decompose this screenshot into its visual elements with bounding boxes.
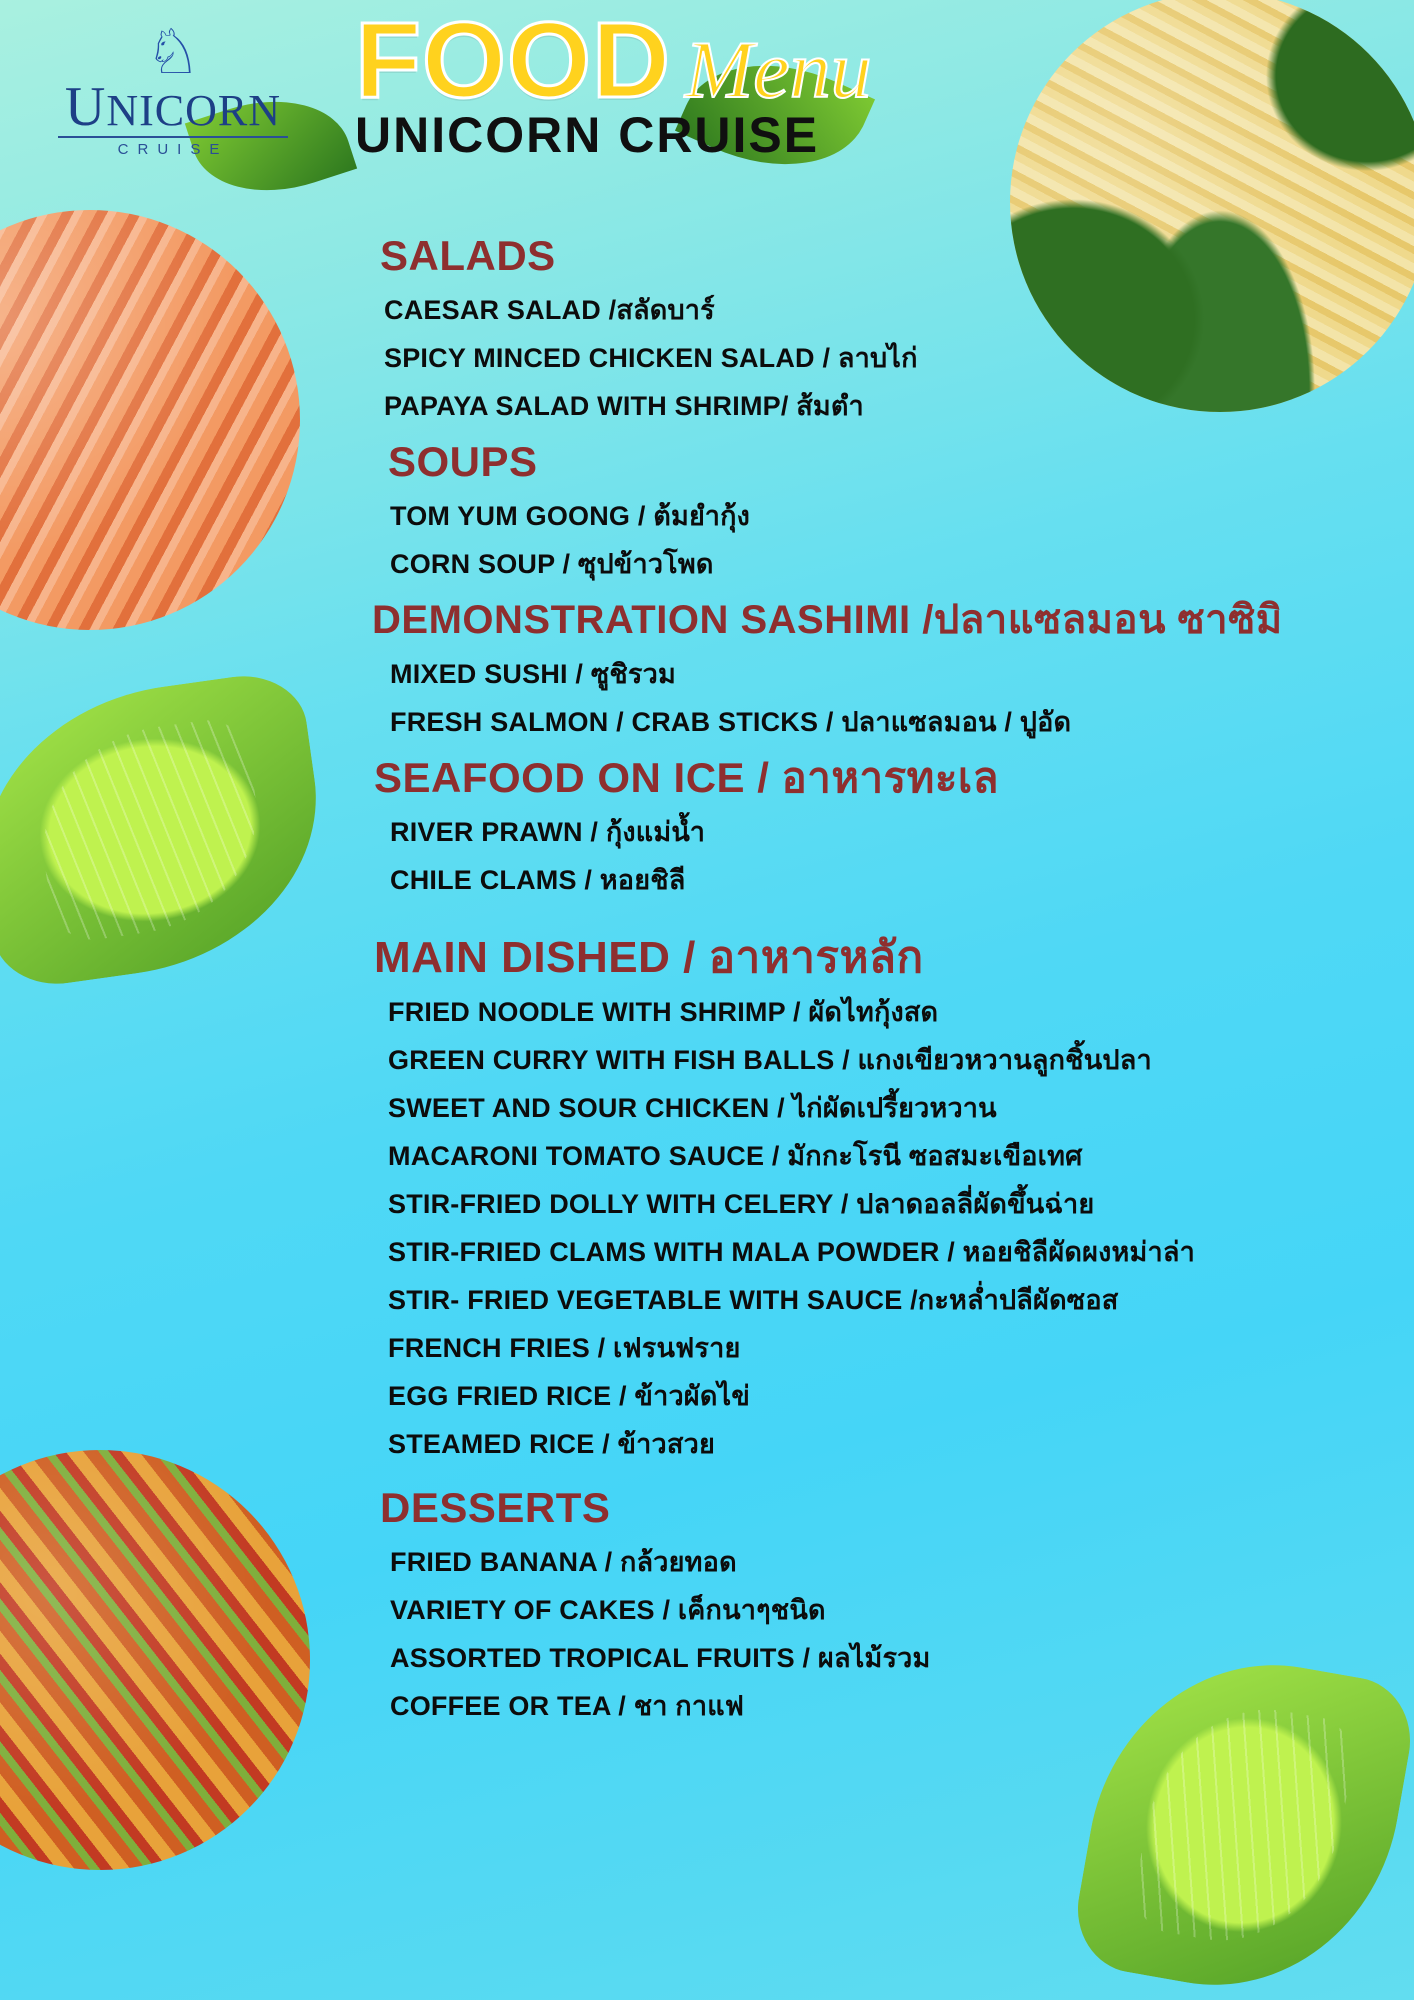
section-items <box>390 988 1400 1468</box>
menu-item: FRENCH FRIES / เฟรนฟราย <box>388 1333 741 1363</box>
section-items <box>390 650 1400 746</box>
menu-section-sashimi <box>372 592 1400 746</box>
title-menu: Menu <box>684 24 872 115</box>
section-title: DEMONSTRATION SASHIMI /ปลาแซลมอน ซาซิมิ <box>372 598 1283 642</box>
menu-item: CAESAR SALAD /สลัดบาร์ <box>384 295 715 325</box>
menu-item: STIR- FRIED VEGETABLE WITH SAUCE /กะหล่ำปลีผัดซอส <box>388 1285 1119 1315</box>
menu-item: ASSORTED TROPICAL FRUITS / ผลไม้รวม <box>390 1643 931 1673</box>
brand-logo <box>58 18 288 158</box>
menu-item: MACARONI TOMATO SAUCE / มักกะโรนี ซอสมะเขือเทศ <box>388 1141 1083 1171</box>
menu-item: STIR-FRIED CLAMS WITH MALA POWDER / หอยชิลีผัดผงหม่าล่า <box>388 1237 1195 1267</box>
unicorn-head-icon: ♘ <box>145 18 201 87</box>
section-items <box>390 808 1400 904</box>
menu-item: STIR-FRIED DOLLY WITH CELERY / ปลาดอลลี่ผัดขึ้นฉ่าย <box>388 1189 1095 1219</box>
menu-section-soups <box>390 434 1400 588</box>
menu-sections <box>372 228 1400 1734</box>
prawns-photo <box>0 210 300 630</box>
menu-item: VARIETY OF CAKES / เค็กนาๆชนิด <box>390 1595 826 1625</box>
menu-item: PAPAYA SALAD WITH SHRIMP/ ส้มตำ <box>384 391 864 421</box>
menu-item: EGG FRIED RICE / ข้าวผัดไข่ <box>388 1381 750 1411</box>
title-food: FOOD <box>355 0 671 120</box>
menu-item: GREEN CURRY WITH FISH BALLS / แกงเขียวหวานลูกชิ้นปลา <box>388 1045 1152 1075</box>
menu-item: COFFEE OR TEA / ชา กาแฟ <box>390 1691 745 1721</box>
menu-section-salads <box>380 228 1400 430</box>
brand-name <box>58 76 288 138</box>
section-items <box>390 1538 1400 1730</box>
menu-item: SWEET AND SOUR CHICKEN / ไก่ผัดเปรี้ยวหวาน <box>388 1093 997 1123</box>
brand-name-initial: U <box>64 76 107 138</box>
brand-tagline: CRUISE <box>58 136 288 158</box>
menu-section-desserts <box>380 1480 1400 1730</box>
section-items <box>390 492 1400 588</box>
section-title: SOUPS <box>388 438 538 485</box>
menu-item: FRIED BANANA / กล้วยทอด <box>390 1547 737 1577</box>
menu-item: FRIED NOODLE WITH SHRIMP / ผัดไทกุ้งสด <box>388 997 939 1027</box>
menu-item: FRESH SALMON / CRAB STICKS / ปลาแซลมอน / ปูอัด <box>390 707 1072 737</box>
section-title: SEAFOOD ON ICE / อาหารทะเล <box>374 754 1000 801</box>
page-title: UNICORN CRUISE <box>355 107 820 163</box>
menu-item: CORN SOUP / ซุปข้าวโพด <box>390 549 714 579</box>
menu-item: CHILE CLAMS / หอยชิลี <box>390 865 686 895</box>
section-title: MAIN DISHED / อาหารหลัก <box>374 933 924 982</box>
poster-title-block <box>355 0 995 164</box>
menu-item: RIVER PRAWN / กุ้งแม่น้ำ <box>390 817 706 847</box>
brand-name-rest: NICORN <box>106 86 282 135</box>
celery-leaf-left-icon <box>0 668 338 993</box>
menu-section-main-dishes <box>374 930 1400 1468</box>
section-items <box>380 286 1400 430</box>
menu-item: TOM YUM GOONG / ต้มยำกุ้ง <box>390 501 751 531</box>
section-title: SALADS <box>380 232 556 279</box>
menu-item: SPICY MINCED CHICKEN SALAD / ลาบไก่ <box>384 343 918 373</box>
menu-item: MIXED SUSHI / ซูชิรวม <box>390 659 676 689</box>
menu-section-seafood-on-ice <box>374 750 1400 904</box>
menu-item: STEAMED RICE / ข้าวสวย <box>388 1429 715 1459</box>
section-title: DESSERTS <box>380 1484 611 1531</box>
stir-fry-photo <box>0 1450 310 1870</box>
